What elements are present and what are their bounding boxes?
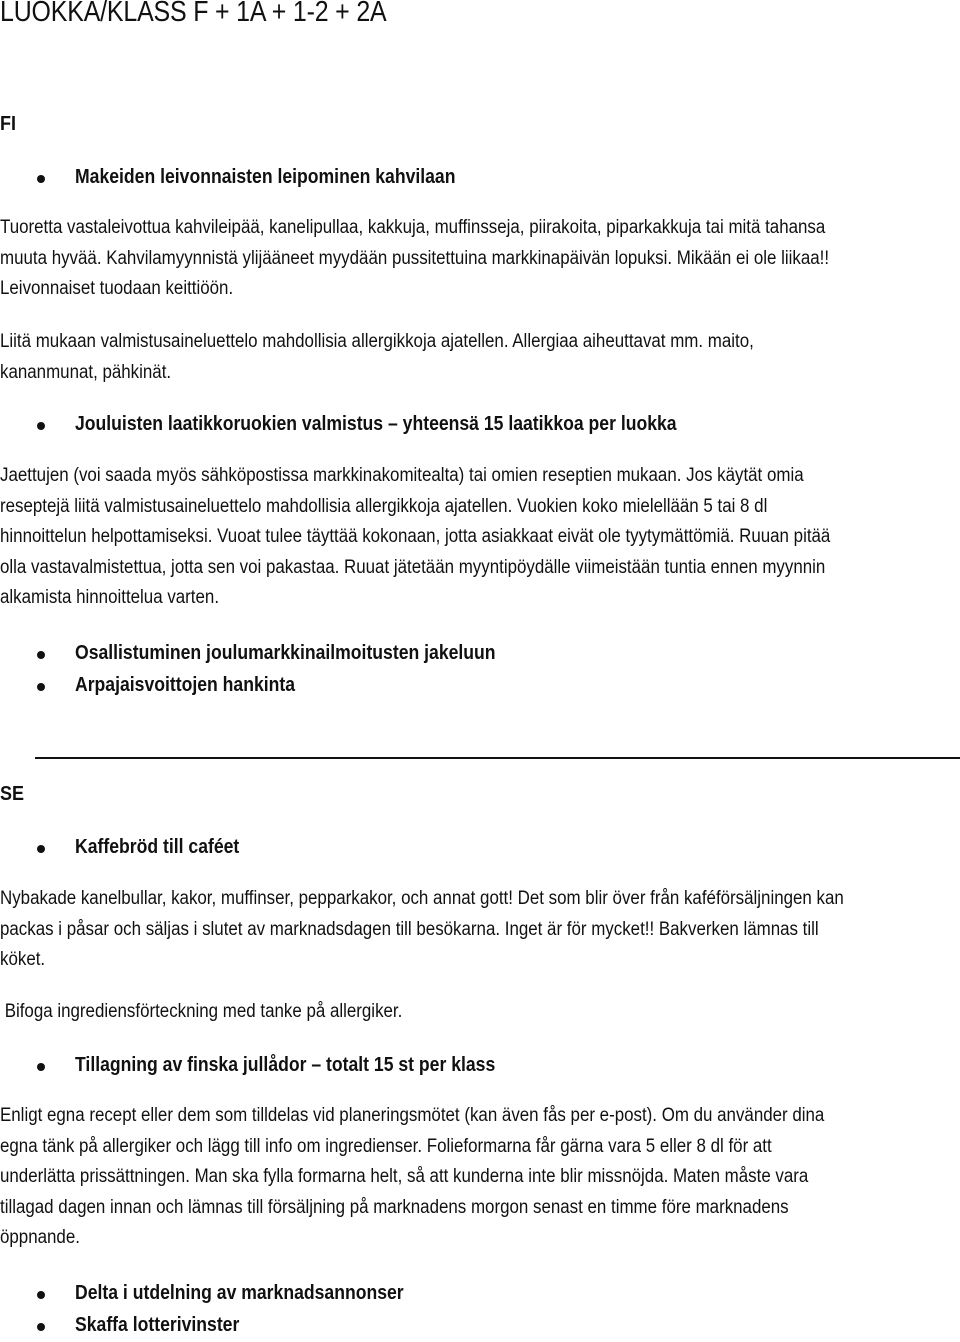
paragraph-line: olla vastavalmistettua, jotta sen voi pakastaa. Ruuat jätetään myyntipöydälle viimeistään tuntia ennen myynnin — [0, 556, 826, 578]
bullet-icon — [37, 651, 45, 659]
paragraph-line: packas i påsar och säljas i slutet av marknadsdagen till besökarna. Inget är för mycket!! Bakverken lämnas till — [0, 918, 819, 940]
paragraph-line: Enligt egna recept eller dem som tilldelas vid planeringsmötet (kan även fås per e-post). Om du använder dina — [0, 1105, 825, 1126]
list-item-label: Tillagning av finska jullådor – totalt 15 st per klass — [75, 1054, 496, 1076]
paragraph-line: köket. — [0, 949, 46, 970]
list-item-label: Arpajaisvoittojen hankinta — [75, 674, 296, 696]
paragraph-line: kananmunat, pähkinät. — [0, 361, 172, 383]
bullet-icon — [37, 845, 45, 853]
paragraph-line: Tuoretta vastaleivottua kahvileipää, kanelipullaa, kakkuja, muffinsseja, piirakoita, piparkakkuja tai mitä tahansa — [0, 217, 826, 238]
list-item-label: Jouluisten laatikkoruokien valmistus – yhteensä 15 laatikkoa per luokka — [75, 413, 677, 435]
list-item-label: Delta i utdelning av marknadsannonser — [75, 1282, 404, 1304]
paragraph-line: Nybakade kanelbullar, kakor, muffinser, pepparkakor, och annat gott! Det som blir över från kaféförsäljningen kan — [0, 888, 844, 909]
paragraph-line: Liitä mukaan valmistusaineluettelo mahdollisia allergikkoja ajatellen. Allergiaa aiheuttavat mm. maito, — [0, 331, 754, 352]
bullet-icon — [37, 422, 45, 430]
bullet-icon — [37, 1063, 45, 1071]
bullet-icon — [37, 1291, 45, 1299]
paragraph-line: Bifoga ingrediensförteckning med tanke på allergiker. — [0, 1001, 403, 1022]
paragraph-line: alkamista hinnoittelua varten. — [0, 587, 220, 608]
paragraph — [0, 327, 960, 388]
paragraph-line: reseptejä liitä valmistusaineluettelo mahdollisia allergikkoja ajatellen. Vuokien koko mielellään 5 tai 8 dl — [0, 495, 768, 517]
section-heading-fi: FI — [0, 113, 17, 135]
paragraph — [0, 884, 960, 976]
paragraph — [0, 213, 960, 305]
bullet-icon — [37, 175, 45, 183]
list-item-label: Osallistuminen joulumarkkinailmoitusten jakeluun — [75, 642, 496, 664]
paragraph-line: muuta hyvää. Kahvilamyynnistä ylijääneet myydään pussitettuina markkinapäivän lopuksi. Mikään ei ole liikaa!! — [0, 247, 830, 269]
paragraph — [0, 997, 960, 1028]
section-heading-se: SE — [0, 783, 25, 805]
bullet-icon — [37, 683, 45, 691]
paragraph — [0, 461, 960, 614]
paragraph-line: underlätta prissättningen. Man ska fylla formarna helt, så att kunderna inte blir missnöjda. Maten måste vara — [0, 1166, 809, 1187]
paragraph-line: Leivonnaiset tuodaan keittiöön. — [0, 278, 234, 299]
paragraph-line: tillagad dagen innan och lämnas till försäljning på marknadens morgon senast en timme före marknadens — [0, 1196, 789, 1218]
bullet-icon — [37, 1323, 45, 1331]
list-item-label: Kaffebröd till caféet — [75, 836, 240, 858]
paragraph — [0, 1101, 960, 1254]
paragraph-line: öppnande. — [0, 1227, 80, 1248]
paragraph-line: egna tänk på allergiker och lägg till info om ingredienser. Folieformarna får gärna vara 5 eller 8 dl för att — [0, 1135, 772, 1157]
list-item-label: Skaffa lotterivinster — [75, 1314, 240, 1336]
section-divider — [35, 757, 960, 759]
page-title: LUOKKA/KLASS F + 1A + 1-2 + 2A — [0, 0, 387, 28]
paragraph-line: hinnoittelun helpottamiseksi. Vuoat tulee täyttää kokonaan, jotta asiakkaat eivät ole tyytymättömiä. Ruuan pitää — [0, 526, 831, 547]
list-item-label: Makeiden leivonnaisten leipominen kahvilaan — [75, 166, 456, 188]
paragraph-line: Jaettujen (voi saada myös sähköpostissa markkinakomitealta) tai omien reseptien mukaan. Jos käytät omia — [0, 465, 804, 486]
